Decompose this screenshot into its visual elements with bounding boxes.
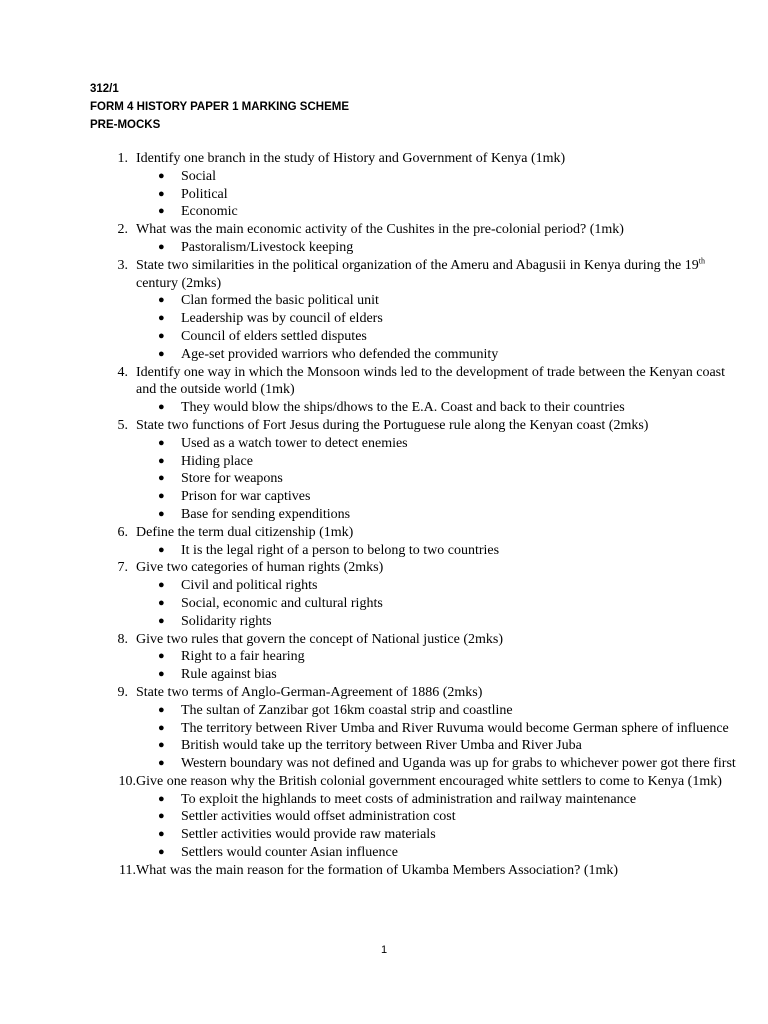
answer-text: Hiding place — [181, 453, 253, 469]
answer-item — [136, 595, 738, 613]
answer-item — [136, 488, 738, 506]
bullet-icon: ● — [158, 490, 165, 503]
question-item — [0, 631, 768, 684]
question-list — [0, 150, 768, 880]
answer-list — [136, 702, 738, 773]
answer-item — [136, 506, 738, 524]
answer-list — [136, 648, 738, 684]
question-item — [0, 257, 768, 364]
bullet-icon: ● — [158, 347, 165, 360]
answer-text: Age-set provided warriors who defended the community — [181, 346, 499, 362]
question-item — [0, 684, 768, 773]
answer-item — [136, 791, 738, 809]
answer-text: Political — [181, 186, 228, 202]
answer-item — [136, 470, 738, 488]
question-text-part: century (2mks) — [136, 275, 222, 291]
answer-item — [136, 844, 738, 862]
answer-item — [136, 328, 738, 346]
question-text: Give two rules that govern the concept of National justice (2mks) — [136, 631, 504, 647]
answer-item — [136, 168, 738, 186]
bullet-icon: ● — [158, 846, 165, 859]
bullet-icon: ● — [158, 828, 165, 841]
question-number: 4. — [117, 364, 128, 380]
bullet-icon: ● — [158, 721, 165, 734]
question-number: 10. — [118, 773, 136, 789]
question-item — [0, 559, 768, 630]
question-item — [0, 364, 768, 417]
answer-text: Social, economic and cultural rights — [181, 595, 383, 611]
question-text-part: State two similarities in the political organization of the Ameru and Abagusii in Kenya during the 19 — [136, 257, 699, 273]
question-number: 5. — [117, 417, 128, 433]
question-text: Define the term dual citizenship (1mk) — [136, 524, 354, 540]
answer-list — [136, 292, 738, 363]
page-number: 1 — [380, 944, 388, 956]
question-text: What was the main reason for the formation of Ukamba Members Association? (1mk) — [136, 862, 619, 878]
answer-item — [136, 666, 738, 684]
ordinal-superscript: th — [698, 256, 705, 266]
document-header — [90, 80, 349, 134]
answer-item — [136, 702, 738, 720]
bullet-icon: ● — [158, 614, 165, 627]
bullet-icon: ● — [158, 436, 165, 449]
answer-text: Civil and political rights — [181, 578, 318, 594]
answer-list — [136, 168, 738, 221]
answer-text: Rule against bias — [181, 667, 277, 683]
question-text: State two functions of Fort Jesus during the Portuguese rule along the Kenyan coast (2mks) — [136, 417, 649, 433]
answer-text: Settlers would counter Asian influence — [181, 845, 398, 861]
answer-list — [136, 435, 738, 524]
answer-text: The territory between River Umba and River Ruvuma would become German sphere of influence — [181, 720, 729, 736]
bullet-icon: ● — [158, 650, 165, 663]
answer-text: Economic — [181, 204, 238, 220]
answer-text: It is the legal right of a person to belong to two countries — [181, 542, 500, 558]
bullet-icon: ● — [158, 401, 165, 414]
answer-text: Store for weapons — [181, 471, 283, 487]
document-title: FORM 4 HISTORY PAPER 1 MARKING SCHEME — [90, 101, 349, 113]
answer-text: To exploit the highlands to meet costs of administration and railway maintenance — [181, 791, 637, 807]
paper-code: 312/1 — [90, 83, 119, 95]
answer-item — [136, 613, 738, 631]
answer-item — [136, 755, 738, 773]
answer-text: Council of elders settled disputes — [181, 328, 367, 344]
answer-item — [136, 203, 738, 221]
answer-item — [136, 186, 738, 204]
answer-item — [136, 292, 738, 310]
answer-item — [136, 453, 738, 471]
question-item — [0, 862, 768, 880]
question-text: State two terms of Anglo-German-Agreement of 1886 (2mks) — [136, 684, 483, 700]
answer-item — [136, 826, 738, 844]
question-number: 3. — [117, 257, 128, 273]
question-item — [0, 221, 768, 257]
question-text: Give one reason why the British colonial government encouraged white settlers to come to Kenya (1mk) — [136, 773, 722, 789]
question-number: 2. — [117, 222, 128, 238]
bullet-icon: ● — [158, 703, 165, 716]
question-item — [0, 524, 768, 560]
answer-text: Solidarity rights — [181, 613, 272, 629]
question-text — [136, 257, 738, 293]
bullet-icon: ● — [158, 596, 165, 609]
answer-text: Used as a watch tower to detect enemies — [181, 435, 408, 451]
bullet-icon: ● — [158, 240, 165, 253]
answer-text: British would take up the territory between River Umba and River Juba — [181, 738, 582, 754]
answer-item — [136, 399, 738, 417]
question-text: Identify one branch in the study of History and Government of Kenya (1mk) — [136, 151, 566, 166]
answer-list — [136, 791, 738, 862]
answer-item — [136, 720, 738, 738]
bullet-icon: ● — [158, 472, 165, 485]
bullet-icon: ● — [158, 507, 165, 520]
bullet-icon: ● — [158, 668, 165, 681]
question-number: 7. — [117, 560, 128, 576]
question-number: 9. — [117, 684, 128, 700]
answer-text: Settler activities would offset administration cost — [181, 809, 456, 825]
answer-list — [136, 577, 738, 630]
answer-item — [136, 435, 738, 453]
bullet-icon: ● — [158, 454, 165, 467]
answer-item — [136, 648, 738, 666]
answer-list — [136, 399, 738, 417]
question-item — [0, 417, 768, 524]
bullet-icon: ● — [158, 329, 165, 342]
answer-item — [136, 239, 738, 257]
answer-item — [136, 808, 738, 826]
bullet-icon: ● — [158, 205, 165, 218]
answer-item — [136, 737, 738, 755]
question-number: 8. — [117, 631, 128, 647]
bullet-icon: ● — [158, 810, 165, 823]
answer-item — [136, 310, 738, 328]
question-text: Identify one way in which the Monsoon winds led to the development of trade between the Kenyan coast and the outside world (1mk) — [136, 364, 726, 398]
bullet-icon: ● — [158, 792, 165, 805]
answer-list — [136, 239, 738, 257]
answer-text: Social — [181, 168, 216, 184]
answer-text: The sultan of Zanzibar got 16km coastal strip and coastline — [181, 702, 513, 718]
bullet-icon: ● — [158, 543, 165, 556]
question-number: 11. — [119, 862, 136, 878]
answer-item — [136, 346, 738, 364]
bullet-icon: ● — [158, 757, 165, 770]
question-number: 1. — [117, 151, 128, 166]
question-item — [0, 150, 768, 221]
question-item — [0, 773, 768, 862]
bullet-icon: ● — [158, 312, 165, 325]
bullet-icon: ● — [158, 169, 165, 182]
bullet-icon: ● — [158, 579, 165, 592]
answer-text: They would blow the ships/dhows to the E.A. Coast and back to their countries — [181, 400, 625, 416]
document-subtitle: PRE-MOCKS — [90, 119, 161, 131]
bullet-icon: ● — [158, 187, 165, 200]
answer-text: Base for sending expenditions — [181, 506, 351, 522]
answer-text: Pastoralism/Livestock keeping — [181, 239, 354, 255]
answer-text: Clan formed the basic political unit — [181, 293, 379, 309]
answer-text: Prison for war captives — [181, 489, 311, 505]
answer-text: Right to a fair hearing — [181, 649, 305, 665]
question-text: What was the main economic activity of the Cushites in the pre-colonial period? (1mk) — [136, 222, 624, 238]
answer-text: Leadership was by council of elders — [181, 311, 383, 327]
bullet-icon: ● — [158, 739, 165, 752]
answer-item — [136, 577, 738, 595]
answer-text: Settler activities would provide raw materials — [181, 827, 436, 843]
answer-text: Western boundary was not defined and Uganda was up for grabs to whichever power got there first — [181, 756, 736, 772]
question-text: Give two categories of human rights (2mks) — [136, 560, 384, 576]
bullet-icon: ● — [158, 294, 165, 307]
answer-list — [136, 542, 738, 560]
answer-item — [136, 542, 738, 560]
question-number: 6. — [117, 524, 128, 540]
